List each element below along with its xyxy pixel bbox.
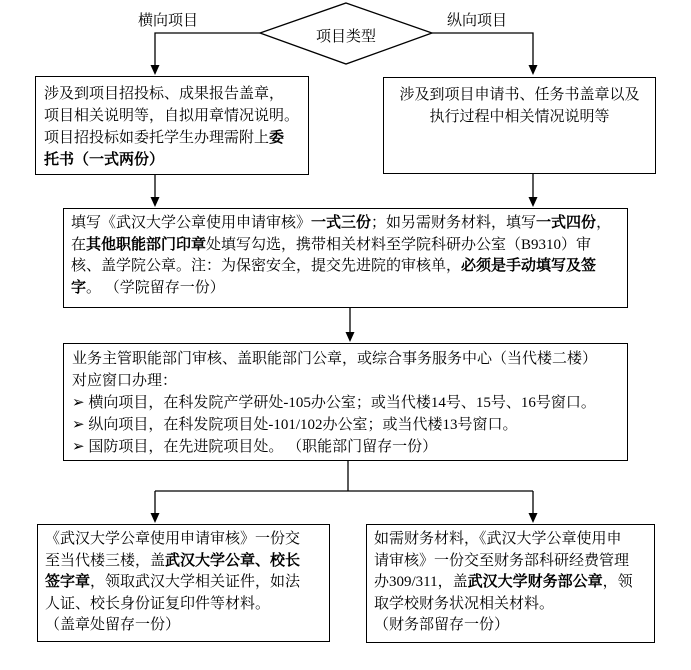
branch-right-line — [432, 33, 533, 66]
box-horizontal-project-materials: 涉及到项目招投标、成果报告盖章， 项目相关说明等，自拟用章情况说明。 项目招投标如委托学生办理需附上委 托书（一式两份） — [35, 76, 309, 175]
box-department-review: 业务主管职能部门审核、盖职能部门公章，或综合事务服务中心（当代楼二楼） 对应窗口办理： ➢ 横向项目，在科发院产学研处-105办公室；或当代楼14号、15号、16号窗口。 ➢ 纵向项目，在科发院项目处-101/102办公室；或当代楼13号窗口。 ➢ 国防项目，在先进院项目处。 （职能部门留存一份） — [63, 343, 628, 461]
branch-label-horizontal-project: 横向项目 — [138, 13, 199, 29]
arrowhead — [529, 65, 538, 75]
arrowhead — [346, 332, 355, 342]
box-seal-office-step: 《武汉大学公章使用申请审核》一份交 至当代楼三楼，盖武汉大学公章、校长 签字章，领取武汉大学相关证件，如法 人证、校长身份证复印件等材料。 （盖章处留存一份） — [37, 524, 330, 642]
arrowhead — [151, 197, 160, 207]
branch-label-vertical-project: 纵向项目 — [447, 13, 508, 29]
box-vertical-project-materials: 涉及到项目申请书、任务书盖章以及 执行过程中相关情况说明等 — [383, 77, 656, 174]
box-finance-office-step: 如需财务材料，《武汉大学公章使用申 请审核》一份交至财务部科研经费管理 办309/311，盖武汉大学财务部公章，领 取学校财务状况相关材料。 （财务部留存一份） — [366, 524, 655, 643]
arrowhead — [151, 513, 160, 523]
arrowhead — [529, 513, 538, 523]
box-fill-application-form: 填写《武汉大学公章使用申请审核》一式三份；如另需财务材料，填写一式四份， 在其他职能部门印章处填写勾选，携带相关材料至学院科研办公室（B9310）审 核、盖学院公章。注：为保密安全，提交先进院的审核单，必须是手动填写及签 字。 （学院留存一份） — [63, 208, 628, 308]
decision-diamond-label: 项目类型 — [315, 29, 376, 45]
branch-left-line — [155, 33, 260, 66]
arrowhead — [529, 197, 538, 207]
arrowhead — [151, 65, 160, 75]
